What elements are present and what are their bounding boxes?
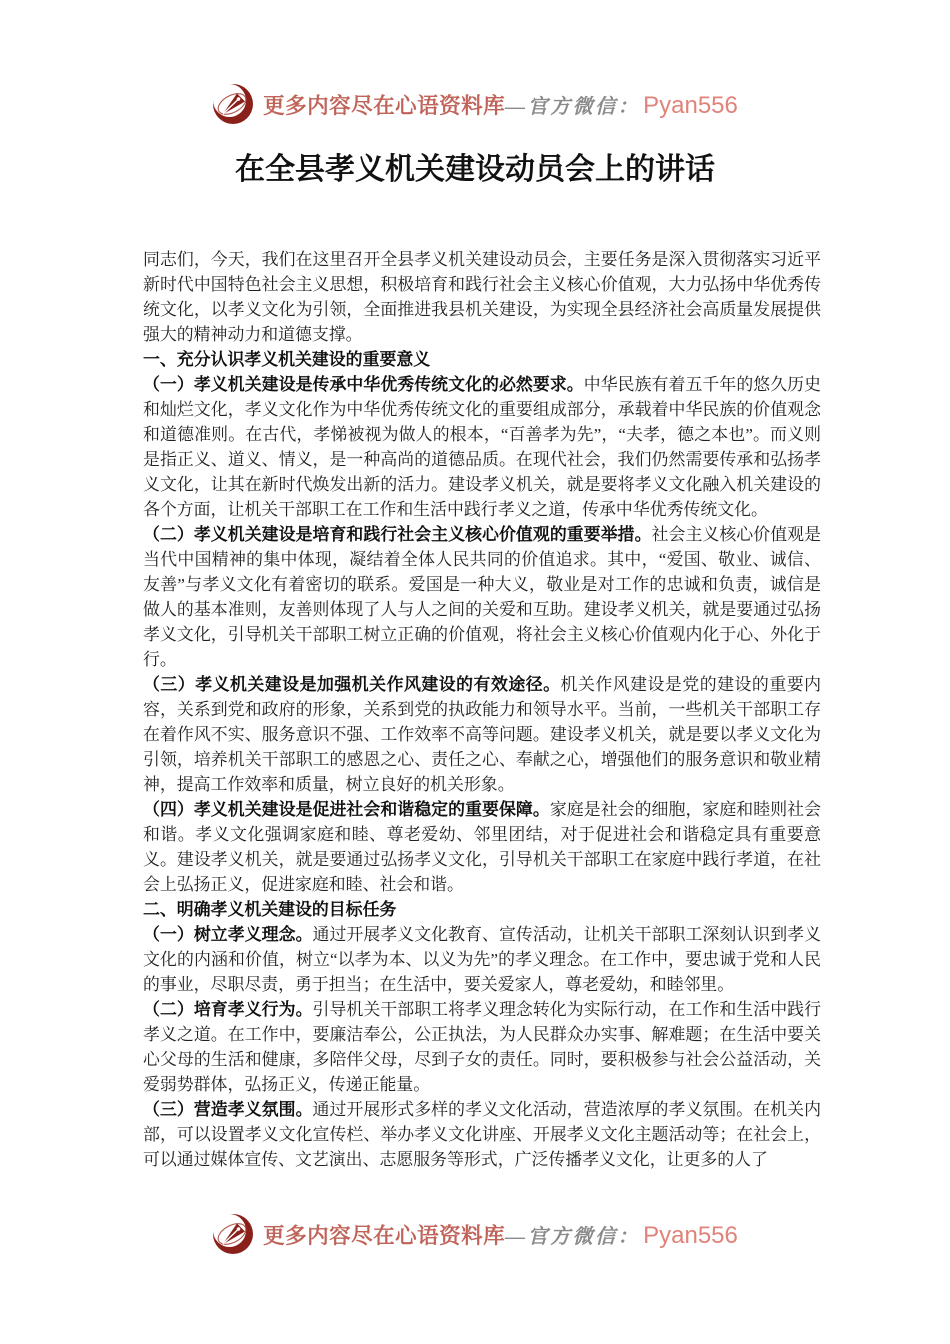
- paragraph-text: 家庭是社会的细胞，家庭和睦则社会和谐。孝义文化强调家庭和睦、尊老爱幼、邻里团结，对于促进社会和谐稳定具有重要意义。建设孝义机关，就是要通过弘扬孝义文化，引导机关干部职工在家庭中践行孝道，在社会上弘扬正义，促进家庭和睦、社会和谐。: [143, 800, 822, 894]
- watermark-wechat-label: —官方微信：: [505, 1225, 641, 1248]
- paragraph-lead: （三）孝义机关建设是加强机关作风建设的有效途径。: [143, 675, 561, 694]
- paragraph-lead: （二）孝义机关建设是培育和践行社会主义核心价值观的重要举措。: [143, 525, 652, 544]
- paragraph-lead: （四）孝义机关建设是促进社会和谐稳定的重要保障。: [143, 800, 550, 819]
- heading-text: 一、充分认识孝义机关建设的重要意义: [143, 350, 431, 369]
- section-1-heading: [143, 347, 821, 372]
- paragraph-text: 中华民族有着五千年的悠久历史和灿烂文化，孝义文化作为中华优秀传统文化的重要组成部分，承载着中华民族的价值观念和道德准则。在古代，孝悌被视为做人的根本，“百善孝为先”，“夫孝，德之本也”。而义则是指正义、道义、情义，是一种高尚的道德品质。在现代社会，我们仍然需要传承和弘扬孝义文化，让其在新时代焕发出新的活力。建设孝义机关，就是要将孝义文化融入机关建设的各个方面，让机关干部职工在工作和生活中践行孝义之道，传承中华优秀传统文化。: [143, 375, 822, 519]
- footer-watermark: [0, 1212, 950, 1256]
- paragraph-text: 机关作风建设是党的建设的重要内容，关系到党和政府的形象，关系到党的执政能力和领导水平。当前，一些机关干部职工存在着作风不实、服务意识不强、工作效率不高等问题。建设孝义机关，就是要以孝义文化为引领，培养机关干部职工的感恩之心、责任之心、奉献之心，增强他们的服务意识和敬业精神，提高工作效率和质量，树立良好的机关形象。: [143, 675, 822, 794]
- intro-paragraph: [143, 247, 821, 347]
- paragraph-text: 引导机关干部职工将孝义理念转化为实际行动，在工作和生活中践行孝义之道。在工作中，要廉洁奉公，公正执法，为人民群众办实事、解难题；在生活中要关心父母的生活和健康，多陪伴父母，尽到子女的责任。同时，要积极参与社会公益活动，关爱弱势群体，弘扬正义，传递正能量。: [143, 1000, 821, 1094]
- paragraph-lead: （二）培育孝义行为。: [143, 1000, 313, 1019]
- watermark-wechat-label: —官方微信：: [505, 95, 641, 118]
- watermark-wechat-account: Pyan556: [643, 91, 738, 119]
- para-1-4: [143, 797, 821, 897]
- para-2-2: [143, 997, 821, 1097]
- paragraph-text: 通过开展形式多样的孝义文化活动，营造浓厚的孝义氛围。在机关内部，可以设置孝义文化宣传栏、举办孝义文化讲座、开展孝义文化主题活动等；在社会上，可以通过媒体宣传、文艺演出、志愿服务等形式，广泛传播孝义文化，让更多的人了: [143, 1100, 821, 1169]
- para-1-1: [143, 372, 821, 522]
- paragraph-lead: （一）孝义机关建设是传承中华优秀传统文化的必然要求。: [143, 375, 584, 394]
- para-1-3: [143, 672, 821, 797]
- paragraph-text: 社会主义核心价值观是当代中国精神的集中体现，凝结着全体人民共同的价值追求。其中，“爱国、敬业、诚信、友善”与孝义文化有着密切的联系。爱国是一种大义，敬业是对工作的忠诚和负责，诚信是做人的基本准则，友善则体现了人与人之间的关爱和互助。建设孝义机关，就是要通过弘扬孝义文化，引导机关干部职工树立正确的价值观，将社会主义核心价值观内化于心、外化于行。: [143, 525, 822, 669]
- para-1-2: [143, 522, 821, 672]
- paragraph-text: 同志们，今天，我们在这里召开全县孝义机关建设动员会，主要任务是深入贯彻落实习近平新时代中国特色社会主义思想，积极培育和践行社会主义核心价值观，大力弘扬中华优秀传统文化，以孝义文化为引领，全面推进我县机关建设，为实现全县经济社会高质量发展提供强大的精神动力和道德支撑。: [143, 250, 821, 344]
- para-2-3: [143, 1097, 821, 1172]
- header-watermark: [0, 82, 950, 126]
- paragraph-lead: （一）树立孝义理念。: [143, 925, 313, 944]
- watermark-text: [263, 89, 738, 120]
- watermark-wechat-account: Pyan556: [643, 1221, 738, 1249]
- paragraph-text: 通过开展孝义文化教育、宣传活动，让机关干部职工深刻认识到孝义文化的内涵和价值，树立“以孝为本、以义为先”的孝义理念。在工作中，要忠诚于党和人民的事业，尽职尽责，勇于担当；在生活中，要关爱家人，尊老爱幼，和睦邻里。: [143, 925, 821, 994]
- paragraph-lead: （三）营造孝义氛围。: [143, 1100, 313, 1119]
- pen-nib-logo-icon: [212, 83, 254, 125]
- pen-nib-logo-icon: [212, 1213, 254, 1255]
- watermark-text: [263, 1219, 738, 1250]
- section-2-heading: [143, 897, 821, 922]
- watermark-brand-text: 更多内容尽在心语资料库: [263, 93, 506, 118]
- document-title: 在全县孝义机关建设动员会上的讲话: [235, 153, 715, 186]
- heading-text: 二、明确孝义机关建设的目标任务: [143, 900, 397, 919]
- document-body: [143, 247, 821, 1172]
- watermark-brand-text: 更多内容尽在心语资料库: [263, 1223, 506, 1248]
- para-2-1: [143, 922, 821, 997]
